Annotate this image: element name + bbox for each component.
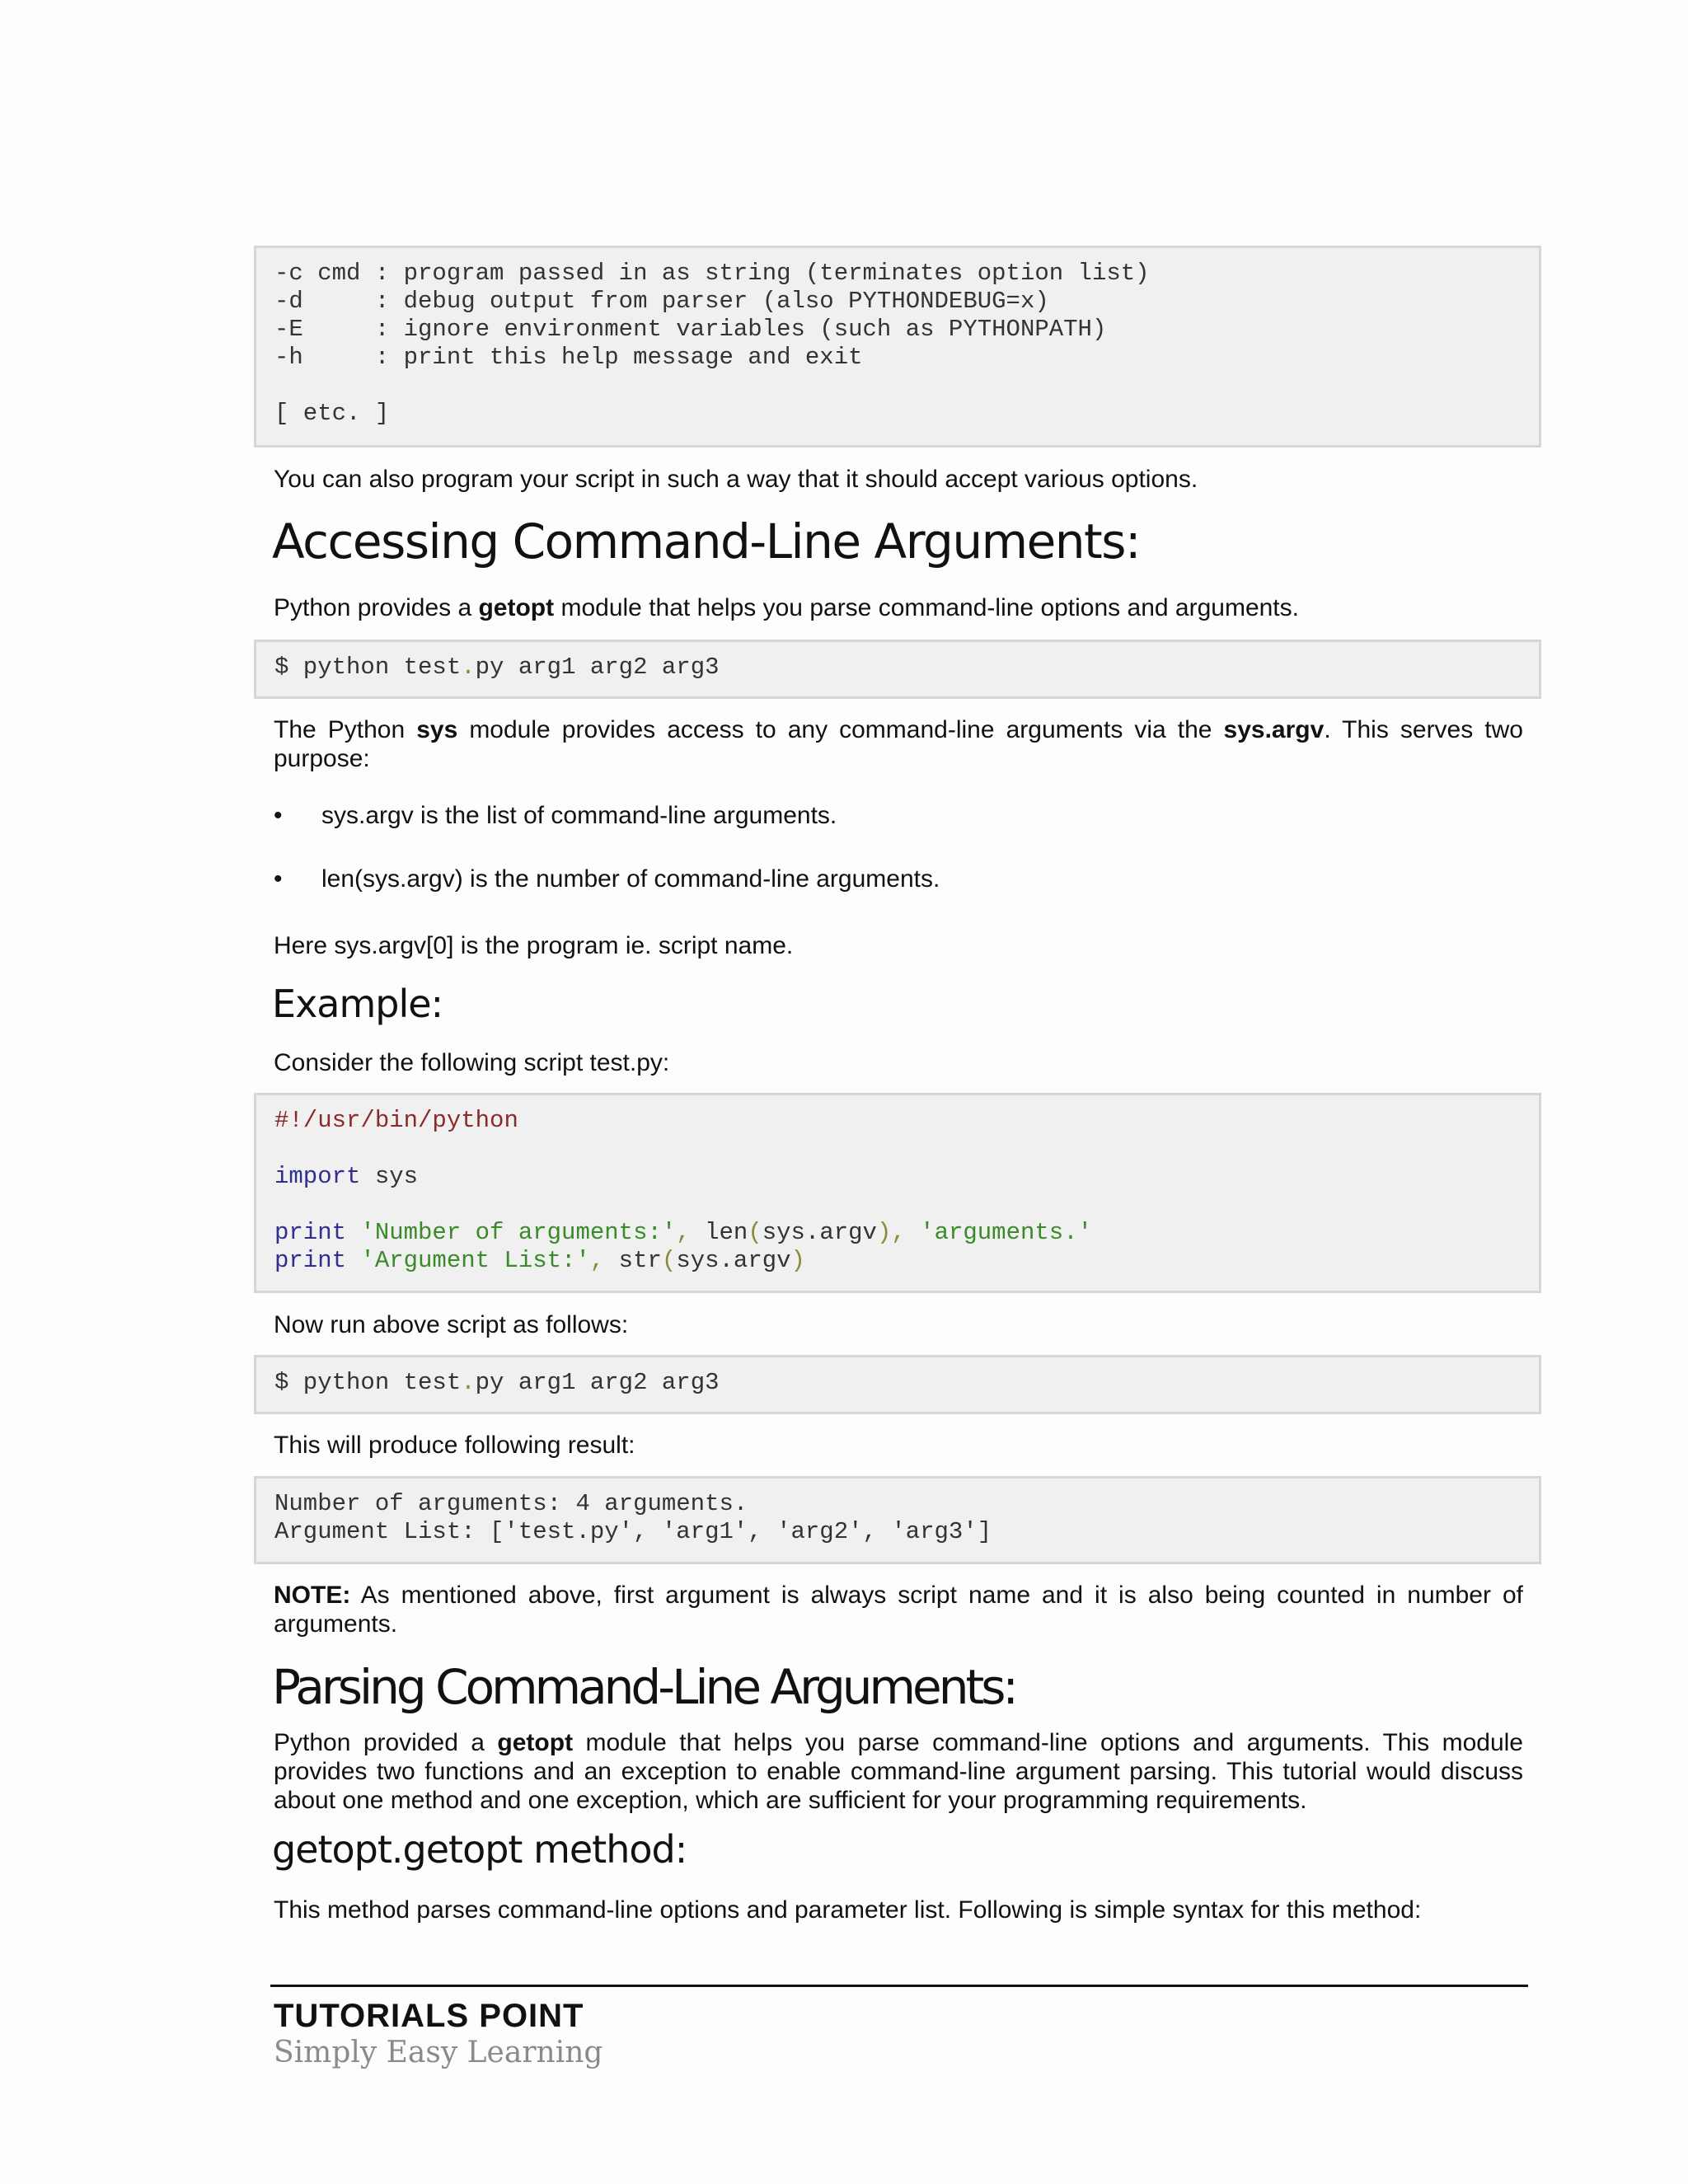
code-punct: .	[461, 654, 476, 681]
code-text: py arg1 arg2 arg3	[475, 654, 720, 681]
code-comment: #!/usr/bin/python	[274, 1107, 518, 1134]
bold-text: sys	[416, 716, 458, 743]
code-keyword: print	[274, 1219, 347, 1246]
text: The Python	[274, 716, 417, 743]
code-text: sys	[360, 1163, 419, 1190]
code-line	[274, 1247, 1521, 1275]
command-code-block	[254, 1355, 1541, 1414]
code-line: Number of arguments: 4 arguments.	[274, 1490, 748, 1517]
paragraph-getopt	[274, 593, 1523, 622]
code-string: 'Argument List:'	[346, 1247, 590, 1274]
list-item-text: len(sys.argv) is the number of command-line arguments.	[321, 865, 940, 893]
script-code-block	[254, 1093, 1541, 1293]
list-item-text: sys.argv is the list of command-line arguments.	[321, 802, 837, 829]
footer-tagline: Simply Easy Learning	[274, 2036, 603, 2069]
code-line	[274, 1163, 1521, 1191]
code-text: py arg1 arg2 arg3	[475, 1369, 720, 1396]
heading-example: Example:	[272, 982, 443, 1026]
bullet-icon: •	[274, 865, 283, 893]
text: Python provided a	[274, 1729, 498, 1756]
code-punct: (	[661, 1247, 677, 1274]
code-line	[274, 372, 1521, 400]
code-line	[274, 1369, 1521, 1397]
text: . This serves two purpose:	[274, 716, 1523, 772]
bold-text: sys.argv	[1223, 716, 1325, 743]
code-line	[274, 1191, 1521, 1219]
code-text: len	[690, 1219, 748, 1246]
bullet-icon: •	[274, 802, 283, 829]
code-text: sys.argv	[676, 1247, 791, 1274]
code-punct: ),	[876, 1219, 906, 1246]
code-punct: ,	[589, 1247, 605, 1274]
paragraph-result: This will produce following result:	[274, 1432, 635, 1459]
code-line	[274, 1107, 1521, 1135]
text: Python provides a	[274, 594, 479, 621]
paragraph-argv0: Here sys.argv[0] is the program ie. script name.	[274, 932, 794, 959]
paragraph-parsing	[274, 1728, 1523, 1815]
bold-text: getopt	[497, 1729, 574, 1756]
code-text: $ python test	[274, 1369, 462, 1396]
text: As mentioned above, first argument is always script name and it is also being counted in number of arguments.	[274, 1582, 1523, 1638]
result-code-block	[254, 1476, 1541, 1564]
code-line	[274, 654, 1521, 682]
paragraph-note	[274, 1581, 1523, 1638]
text: module that helps you parse command-line options and arguments. This module provides two functions and an exception to enable command-line argument parsing. This tutorial would discuss about one method and one exception, which are sufficient for your programming requirements.	[274, 1729, 1523, 1814]
code-text: sys.argv	[762, 1219, 877, 1246]
code-line: -h : print this help message and exit	[274, 344, 863, 371]
code-keyword: print	[274, 1247, 347, 1274]
code-keyword: import	[274, 1163, 361, 1190]
code-line: Argument List: ['test.py', 'arg1', 'arg2', 'arg3']	[274, 1518, 992, 1545]
paragraph-options: You can also program your script in such a way that it should accept various options.	[274, 466, 1198, 493]
code-punct: .	[461, 1369, 476, 1396]
code-line	[274, 1219, 1521, 1247]
heading-parsing: Parsing Command-Line Arguments:	[272, 1659, 1015, 1715]
heading-accessing: Accessing Command-Line Arguments:	[272, 513, 1141, 569]
paragraph-consider: Consider the following script test.py:	[274, 1049, 670, 1076]
code-text: str	[604, 1247, 662, 1274]
options-code-block	[254, 246, 1541, 448]
code-string: 'Number of arguments:'	[346, 1219, 677, 1246]
code-line: -d : debug output from parser (also PYTHONDEBUG=x)	[274, 288, 1049, 315]
code-string: 'arguments.'	[905, 1219, 1093, 1246]
code-text: $ python test	[274, 654, 462, 681]
footer-divider	[270, 1985, 1528, 1987]
command-code-block	[254, 640, 1541, 699]
code-punct: (	[748, 1219, 762, 1246]
code-line: -c cmd : program passed in as string (terminates option list)	[274, 260, 1150, 287]
code-punct: )	[790, 1247, 805, 1274]
footer-brand: TUTORIALS POINT	[274, 1998, 584, 2034]
text: module provides access to any command-line arguments via the	[457, 716, 1224, 743]
paragraph-method: This method parses command-line options and parameter list. Following is simple syntax for this method:	[274, 1896, 1422, 1924]
text: module that helps you parse command-line options and arguments.	[554, 594, 1299, 621]
paragraph-run: Now run above script as follows:	[274, 1311, 629, 1338]
note-label: NOTE:	[274, 1582, 351, 1609]
bold-text: getopt	[478, 594, 555, 621]
paragraph-sys	[274, 715, 1523, 773]
code-line	[274, 1135, 1521, 1163]
code-punct: ,	[676, 1219, 691, 1246]
heading-method: getopt.getopt method:	[272, 1827, 687, 1872]
code-line: [ etc. ]	[274, 400, 390, 427]
code-line: -E : ignore environment variables (such as PYTHONPATH)	[274, 316, 1107, 343]
